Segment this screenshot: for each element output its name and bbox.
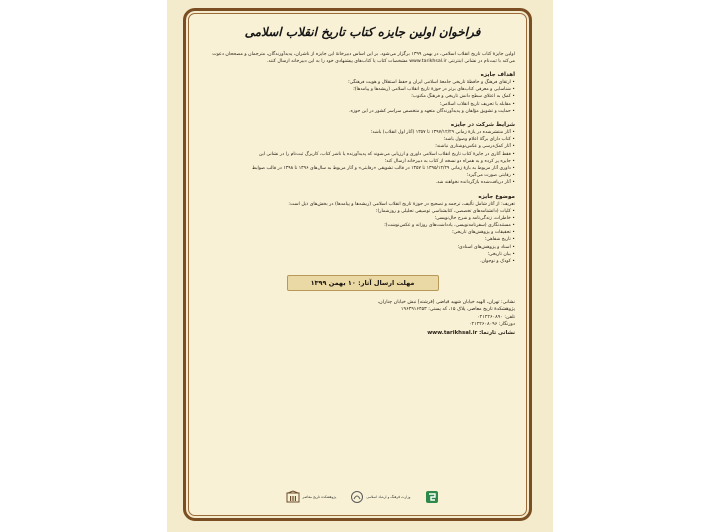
- ministry-logo: [350, 490, 410, 504]
- topic-item: • کلیات (دانشنامه‌های تخصصی، کتابشناسی توصیفی تحلیلی و روزشمار)؛: [210, 208, 515, 215]
- condition-item: • آثار دریافت‌شده بازگردانده نخواهند شد.: [210, 179, 515, 186]
- research-institute-logo-text: پژوهشکده تاریخ معاصر: [302, 495, 337, 499]
- goal-item: • مقابله با تحریف تاریخ انقلاب اسلامی؛: [210, 101, 515, 108]
- poster-frame: [183, 8, 532, 521]
- goal-item: • حمایت و تشویق مؤلفان و پدیدآورندگان متعهد و متخصص سراسر کشور در این حوزه.: [210, 108, 515, 115]
- website-link[interactable]: نشانی تارنما: www.tarikhsal.ir: [427, 330, 515, 337]
- green-emblem-logo-icon: [425, 490, 439, 504]
- address-line-1: نشانی: تهران، الهیه خیابان شهید فیاضی (فرشته) نبش خیابان چناران،: [377, 300, 515, 306]
- fax-number: دورنگار: ۰۲۱۲۲۶۰۸۰۹۶: [468, 321, 515, 327]
- topic-item: • مستندنگاری (سفرنامه‌نویسی، یادداشت‌های روزانه و عکس‌نوشت)؛: [210, 222, 515, 229]
- contact-info: [210, 299, 515, 337]
- deadline-box: مهلت ارسال آثار: ۱۰ بهمن ۱۳۹۹: [287, 275, 439, 291]
- ministry-logo-text: وزارت فرهنگ و ارشاد اسلامی: [366, 495, 411, 499]
- green-emblem-logo: [425, 490, 439, 504]
- research-institute-logo-icon: [286, 490, 300, 504]
- topic-item: • خاطرات، زندگی‌نامه و شرح حال‌نویسی؛: [210, 215, 515, 222]
- poster-title: فراخوان اولین جایزه کتاب تاریخ انقلاب اسلامی: [244, 25, 481, 39]
- address-line-2: پژوهشکدهٔ تاریخ معاصر، پلاک ۱۵، کد پستی: ۱۹۶۴۹۱۶۴۵۳: [400, 307, 515, 313]
- topics-heading: موضوع جایزه: [478, 193, 515, 200]
- condition-item: • فقط آثاری در جایزهٔ کتاب تاریخ انقلاب اسلامی داوری و ارزیابی می‌شوند که پدیدآورنده یا ناشر کتاب، کاربرگ ثبت‌نام را در نشانی این: [210, 151, 515, 158]
- poster: [167, 0, 553, 532]
- goal-item: • کمک به اعتلای سطح دانش تاریخی و فرهنگ مکتوب؛: [210, 93, 515, 100]
- topic-item: • بیان تاریخی؛: [210, 251, 515, 258]
- goals-heading: اهداف جایزه: [480, 72, 515, 78]
- topic-item: • اسناد و پژوهش‌های اسنادی؛: [210, 244, 515, 251]
- topic-item: • تحقیقات و پژوهش‌های تاریخی؛: [210, 229, 515, 236]
- condition-item: • جایزه پر کرده و به همراه دو نسخه از کتاب به دبیرخانه ارسال کند؛: [210, 158, 515, 165]
- topics-list: [210, 208, 515, 266]
- phone-number: تلفن: ۰۲۱۲۲۶۰۸۹۰: [477, 314, 515, 320]
- ministry-logo-icon: [350, 490, 364, 504]
- intro-text: اولین جایزهٔ کتاب تاریخ انقلاب اسلامی، در بهمن ۱۳۹۹ برگزار می‌شود. بر این اساس دبیرخانهٔ این جایزه از ناشران، پدیدآورندگان، مترجمان و مصححان دعوت می‌کند با ثبت‌نام در نشانی اینترنتی www.tarikhsal.ir مشخصات کتاب یا کتاب‌های پیشنهادی خود را به این دبیرخانه ارسال کنند.: [212, 52, 515, 64]
- logo-row: [210, 490, 515, 504]
- poster-content: [210, 23, 515, 508]
- condition-item: • کتاب دارای برگهٔ اعلام وصول باشد؛: [210, 136, 515, 143]
- research-institute-logo: [286, 490, 336, 504]
- condition-item: • آثار کمک‌درسی و عکس‌نوشتاری نباشند؛: [210, 143, 515, 150]
- goals-list: [210, 79, 515, 115]
- conditions-list: [210, 129, 515, 187]
- topics-intro: تعریف: از آثار شامل تألیف، ترجمه و تصحیح در حوزهٔ تاریخ انقلاب اسلامی (ریشه‌ها و پیامدها) در بخش‌های ذیل است:: [288, 201, 515, 207]
- conditions-heading: شرایط شرکت در جایزه: [450, 122, 515, 129]
- condition-item: • داوری آثار مربوط به بازهٔ زمانی ۱۳۹۵/۱۲/۲۹ تا ۱۳۵۷ در قالب تشویقی «رقابتی» و آثار مربوط به سال‌های ۱۳۹۶ تا ۱۳۹۸ در قالب ضوابط: [210, 165, 515, 172]
- topic-item: • کودک و نوجوان.: [210, 258, 515, 265]
- condition-item: • آثار منتشرشده در بازهٔ زمانی ۱۳۹۷/۱۲/۲۹ تا ۱۳۵۷ (آثار اول انقلاب) باشد؛: [210, 129, 515, 136]
- condition-item: • رقابتی صورت می‌گیرد؛: [210, 172, 515, 179]
- topic-item: • تاریخ شفاهی؛: [210, 236, 515, 243]
- goal-item: • ارتقای فرهنگ و حافظهٔ تاریخی جامعهٔ اسلامی ایران و حفظ استقلال و هویت فرهنگی؛: [210, 79, 515, 86]
- goal-item: • شناسایی و معرفی کتاب‌های برتر در حوزهٔ تاریخ انقلاب اسلامی (ریشه‌ها و پیامدها)؛: [210, 86, 515, 93]
